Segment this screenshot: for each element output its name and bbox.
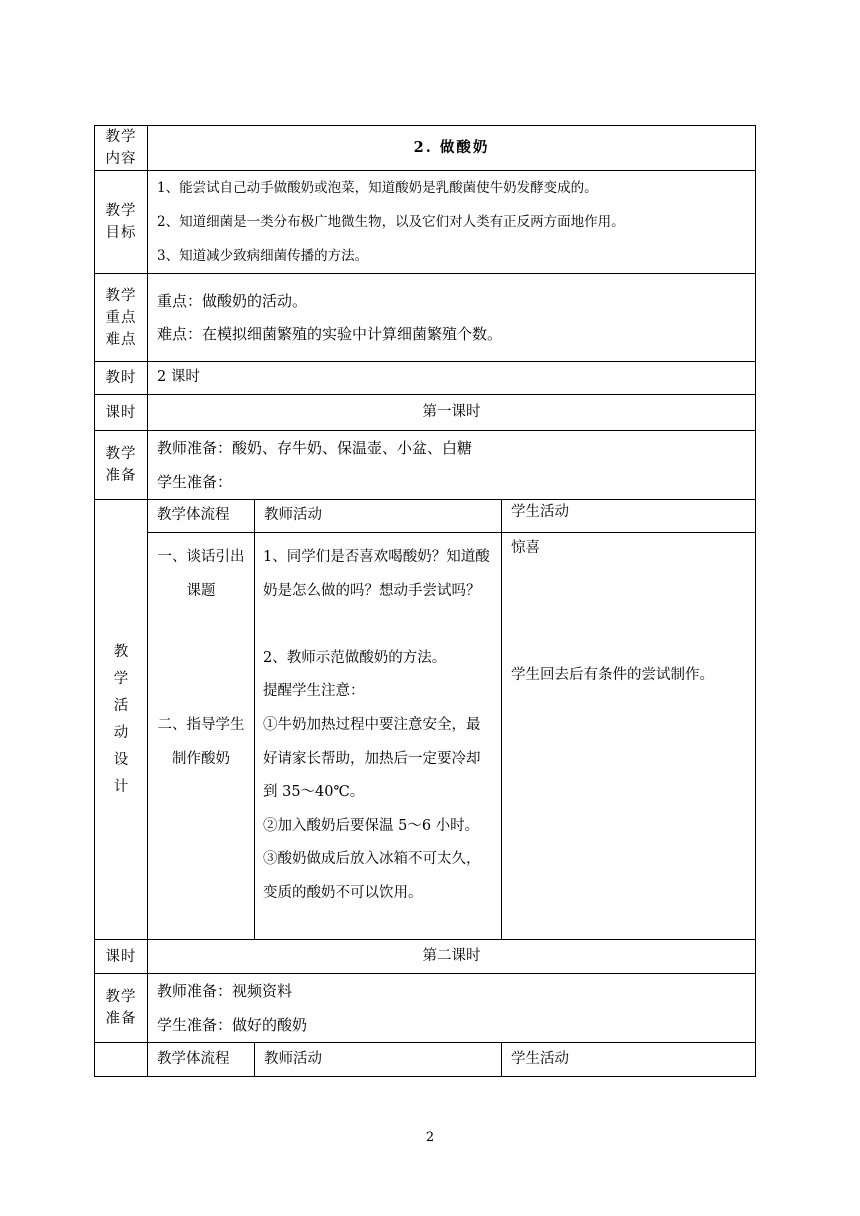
col2-teacher-header: 教师活动: [255, 1043, 502, 1077]
lesson-plan-table: [94, 125, 756, 1077]
key-focus: 重点：做酸奶的活动。: [157, 291, 308, 310]
teacher-step1-line1: 1、同学们是否喜欢喝酸奶？知道酸: [263, 549, 490, 565]
prep1-text: [148, 431, 756, 500]
row-keypoints: [95, 274, 756, 362]
header-label-line: 重点: [105, 309, 137, 326]
student-step2: 学生回去后有条件的尝试制作。: [511, 667, 714, 683]
teacher-step2-line: 好请家长帮助，加热后一定要冷却: [263, 750, 481, 767]
prep2-text: [148, 974, 756, 1043]
prep2-teacher: 教师准备：视频资料: [157, 982, 293, 1000]
goal-item: 3、知道减少致病细菌传播的方法。: [157, 248, 369, 264]
header-label-line: 教学: [105, 287, 137, 304]
row-design-body: [95, 533, 756, 940]
flow-step2-line2: 制作酸奶: [172, 750, 230, 767]
prep1-teacher: 教师准备：酸奶、存牛奶、保温壶、小盆、白糖: [157, 439, 473, 457]
row-content: [95, 126, 756, 171]
col-flow-header: 教学体流程: [148, 500, 255, 533]
header-label-line: 目标: [105, 225, 137, 241]
design2-empty-cell: [95, 1043, 148, 1077]
col-teacher-header: 教师活动: [255, 500, 502, 533]
row-prep1: [95, 431, 756, 500]
goals-label: [95, 171, 148, 274]
header-label-line: 准备: [105, 468, 137, 484]
flow-step1-line1: 一、谈话引出: [157, 549, 245, 565]
design-label-text: 教学活动设计: [113, 643, 129, 795]
teacher-step2-line: 变质的酸奶不可以饮用。: [263, 884, 423, 901]
keypoints-text: [148, 274, 756, 362]
col2-flow-header: 教学体流程: [148, 1043, 255, 1077]
teacher-step2-line: ②加入酸奶后要保温 5～6 小时。: [263, 817, 480, 834]
teacher-step2-line: ③酸奶做成后放入冰箱不可太久，: [263, 851, 481, 868]
prep2-student: 学生准备：做好的酸奶: [157, 1016, 308, 1034]
col-student-header: 学生活动: [502, 500, 756, 533]
lesson-title: 2. 做酸奶: [148, 126, 756, 171]
row-hours: [95, 362, 756, 395]
prep2-label: [95, 974, 148, 1043]
goals-list: [148, 171, 756, 274]
content-label: [95, 126, 148, 171]
keypoints-label: [95, 274, 148, 362]
row-lesson2: [95, 940, 756, 974]
header-label-line: 课时: [105, 404, 137, 421]
hours-label: [95, 362, 148, 395]
row-prep2: [95, 974, 756, 1043]
row-design-header: [95, 500, 756, 533]
student-step1: 惊喜: [511, 540, 540, 556]
lesson2-label: [95, 940, 148, 974]
page-number: 2: [425, 1130, 435, 1145]
teacher-step2-line: 2、教师示范做酸奶的方法。: [263, 649, 447, 666]
row-lesson1: [95, 395, 756, 431]
header-label-line: 教学: [105, 203, 137, 219]
student-column: [502, 533, 756, 940]
header-label-line: 课时: [105, 948, 137, 965]
lesson2-value: 第二课时: [148, 940, 756, 974]
flow-step1-line2: 课题: [186, 582, 216, 599]
flow-step2: [148, 709, 254, 776]
hours-value: 2 课时: [148, 362, 756, 395]
header-label-line: 教学: [105, 989, 137, 1005]
header-label-line: 教学: [105, 129, 137, 145]
teacher-step2-line: 提醒学生注意：: [263, 683, 365, 700]
prep1-label: [95, 431, 148, 500]
prep1-student: 学生准备：: [157, 473, 233, 491]
flow-step2-line1: 二、指导学生: [157, 717, 245, 734]
key-difficulty: 难点：在模拟细菌繁殖的实验中计算细菌繁殖个数。: [157, 324, 503, 343]
goal-item: 2、知道细菌是一类分布极广地微生物，以及它们对人类有正反两方面地作用。: [157, 214, 625, 230]
col2-student-header: 学生活动: [502, 1043, 756, 1077]
header-label-line: 教时: [105, 370, 137, 386]
teacher-column: [255, 533, 502, 940]
header-label-line: 难点: [105, 331, 137, 348]
lesson1-label: [95, 395, 148, 431]
lesson1-value: 第一课时: [148, 395, 756, 431]
flow-step1: [148, 541, 254, 608]
header-label-line: 内容: [105, 151, 137, 167]
row-design2-header: [95, 1043, 756, 1077]
header-label-line: 教学: [105, 446, 137, 462]
goal-item: 1、能尝试自己动手做酸奶或泡菜，知道酸奶是乳酸菌使牛奶发酵变成的。: [157, 180, 598, 196]
teacher-step2-line: ①牛奶加热过程中要注意安全，最: [263, 716, 481, 733]
flow-column: [148, 533, 255, 940]
teacher-step1-line2: 奶是怎么做的吗？想动手尝试吗？: [263, 582, 481, 599]
header-label-line: 准备: [105, 1011, 137, 1027]
design-label: [95, 500, 148, 940]
teacher-step2-line: 到 35～40℃。: [263, 784, 365, 801]
row-goals: [95, 171, 756, 274]
